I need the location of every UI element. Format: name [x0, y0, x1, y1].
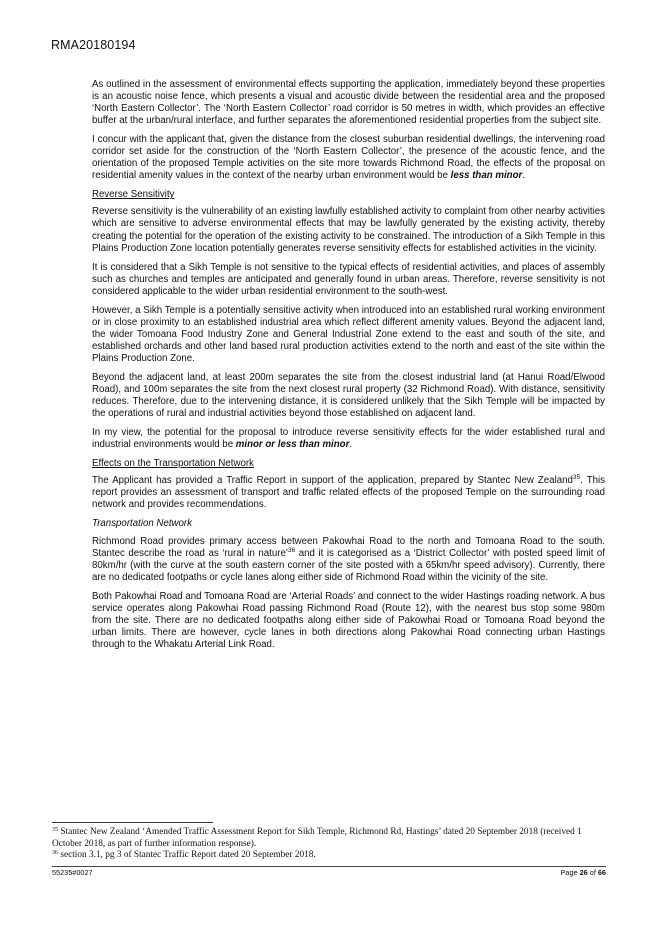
emphasis-minor: minor or less than minor [235, 439, 350, 451]
paragraph-arterial-roads: Both Pakowhai Road and Tomoana Road are ‘Arterial Roads’ and connect to the wider Hastings roading network. A bus service operates along Pakowhai Road passing Richmond Road (Route 12), with the nearest bus stop some 980m from the site. There are no dedicated footpaths along either side of Pakowhai Road or Tomoana Road beyond the urban limits. There are however, cycle lanes in both directions along Pakowhai Road connecting urban Hastings through to the Whakatu Arterial Link Road. [92, 590, 605, 650]
paragraph-sensitive-activity: However, a Sikh Temple is a potentially sensitive activity when introduced into an established rural working environment or in close proximity to an established industrial area which reflect different amenity values. Beyond the adjacent land, the wider Tomoana Food Industry Zone and General Industrial Zone extend to the east and south of the site, and established orchards and other land based rural production activities extend to the north and east of the site within the Plains Production Zone. [92, 304, 605, 364]
paragraph-traffic-report [92, 475, 605, 511]
paragraph-end: . [522, 170, 525, 182]
paragraph-text: The Applicant has provided a Traffic Report in support of the application, prepared by Stantec New Zealand [92, 475, 573, 487]
heading-transportation-network: Transportation Network [92, 518, 192, 530]
paragraph-richmond-road [92, 536, 605, 584]
footnote-number: 35 [52, 827, 58, 833]
footnote-35 [52, 827, 605, 850]
heading-transportation-effects: Effects on the Transportation Network [92, 458, 254, 470]
paragraph-end: . [349, 439, 353, 451]
page-prefix: Page [560, 868, 580, 877]
page-current: 26 [579, 868, 588, 877]
footer-reference: 55235#0027 [52, 868, 93, 877]
footnote-ref-36[interactable]: 36 [287, 546, 296, 554]
paragraph-text: and it is categorised as a ‘District Collector’ with posted speed limit of 80km/hr (with the curve at the south eastern corner of the site posted with a 65km/hr speed advisory). Currently, there are no dedicated footpaths or cycle lanes along either side of Richmond Road within the vicinity of the site. [92, 547, 605, 583]
heading-reverse-sensitivity: Reverse Sensitivity [92, 189, 175, 201]
footnote-36 [52, 850, 605, 862]
page-number [561, 868, 606, 877]
paragraph-text: I concur with the applicant that, given the distance from the closest suburban residential dwellings, the intervening road corridor set aside for the construction of the ‘North Eastern Collector’, the presence of the acoustic fence, and the orientation of the proposed Temple activities on the site more towards Richmond Road, the effects of the proposal on residential amenity values in the context of the nearby urban environment would be [92, 134, 605, 182]
document-body [92, 79, 605, 658]
paragraph-view [92, 427, 605, 451]
paragraph-text: Richmond Road provides primary access between Pakowhai Road to the north and Tomoana Road to the south. Stantec describe the road as ‘rural in nature’ [92, 535, 605, 559]
paragraph-reverse-sensitivity-definition: Reverse sensitivity is the vulnerability of an existing lawfully established activity to complaint from other nearby activities which are sensitive to adverse environmental effects that may be lawfully generated by the existing activity, thereby creating the potential for the operation of the existing activity to be constrained. The introduction of a Sikh Temple in this Plains Production Zone location potentially generates reverse sensitivity effects for established activities in the vicinity. [92, 206, 605, 254]
footnote-text: Stantec New Zealand ‘Amended Traffic Assessment Report for Sikh Temple, Richmond Rd, Hastings’ dated 20 September 2018 (received 1 October 2018, as part of further information response). [52, 827, 582, 849]
document-id: RMA20180194 [51, 38, 136, 52]
paragraph-residential-amenity [92, 134, 605, 182]
paragraph-distance: Beyond the adjacent land, at least 200m separates the site from the closest industrial land (at Hanui Road/Elwood Road), and 100m separates the site from the next closest rural property (32 Richmond Road). With distance, sensitivity reduces. Therefore, due to the intervening distance, it is considered unlikely that the Sikh Temple will be impacted by the operations of rural and industrial activities beyond those established on adjacent land. [92, 371, 605, 420]
paragraph-text: . This report provides an assessment of transport and traffic related effects of the proposed Temple on the surrounding road network and provides recommendations. [92, 475, 605, 511]
emphasis-less-than-minor: less than minor [450, 170, 523, 182]
paragraph-temple-not-sensitive: It is considered that a Sikh Temple is not sensitive to the typical effects of residential activities, and places of assembly such as churches and temples are anticipated and generally found in urban areas. Therefore, reverse sensitivity is not considered applicable to the wider urban residential environment to the south-west. [92, 261, 605, 297]
page-total: 66 [597, 868, 606, 877]
paragraph-text: In my view, the potential for the proposal to introduce reverse sensitivity effects for the wider established rural and industrial environments would be [92, 427, 605, 451]
footnote-text: section 3.1, pg 3 of Stantec Traffic Report dated 20 September 2018. [58, 850, 316, 861]
footnotes [52, 827, 605, 862]
footer-divider [52, 866, 606, 867]
page-of: of [587, 868, 598, 877]
paragraph-acoustic-fence: As outlined in the assessment of environmental effects supporting the application, immediately beyond these properties is an acoustic noise fence, which presents a visual and acoustic divide between the residential area and the proposed ‘North Eastern Collector’. The ‘North Eastern Collector’ road corridor is 50 metres in width, which provides an effective buffer at the urban/rural interface, and further separates the aforementioned residential properties from the subject site. [92, 79, 605, 127]
footnote-ref-35[interactable]: 35 [572, 474, 581, 482]
footnote-number: 36 [52, 850, 58, 857]
footnote-divider [52, 822, 213, 823]
